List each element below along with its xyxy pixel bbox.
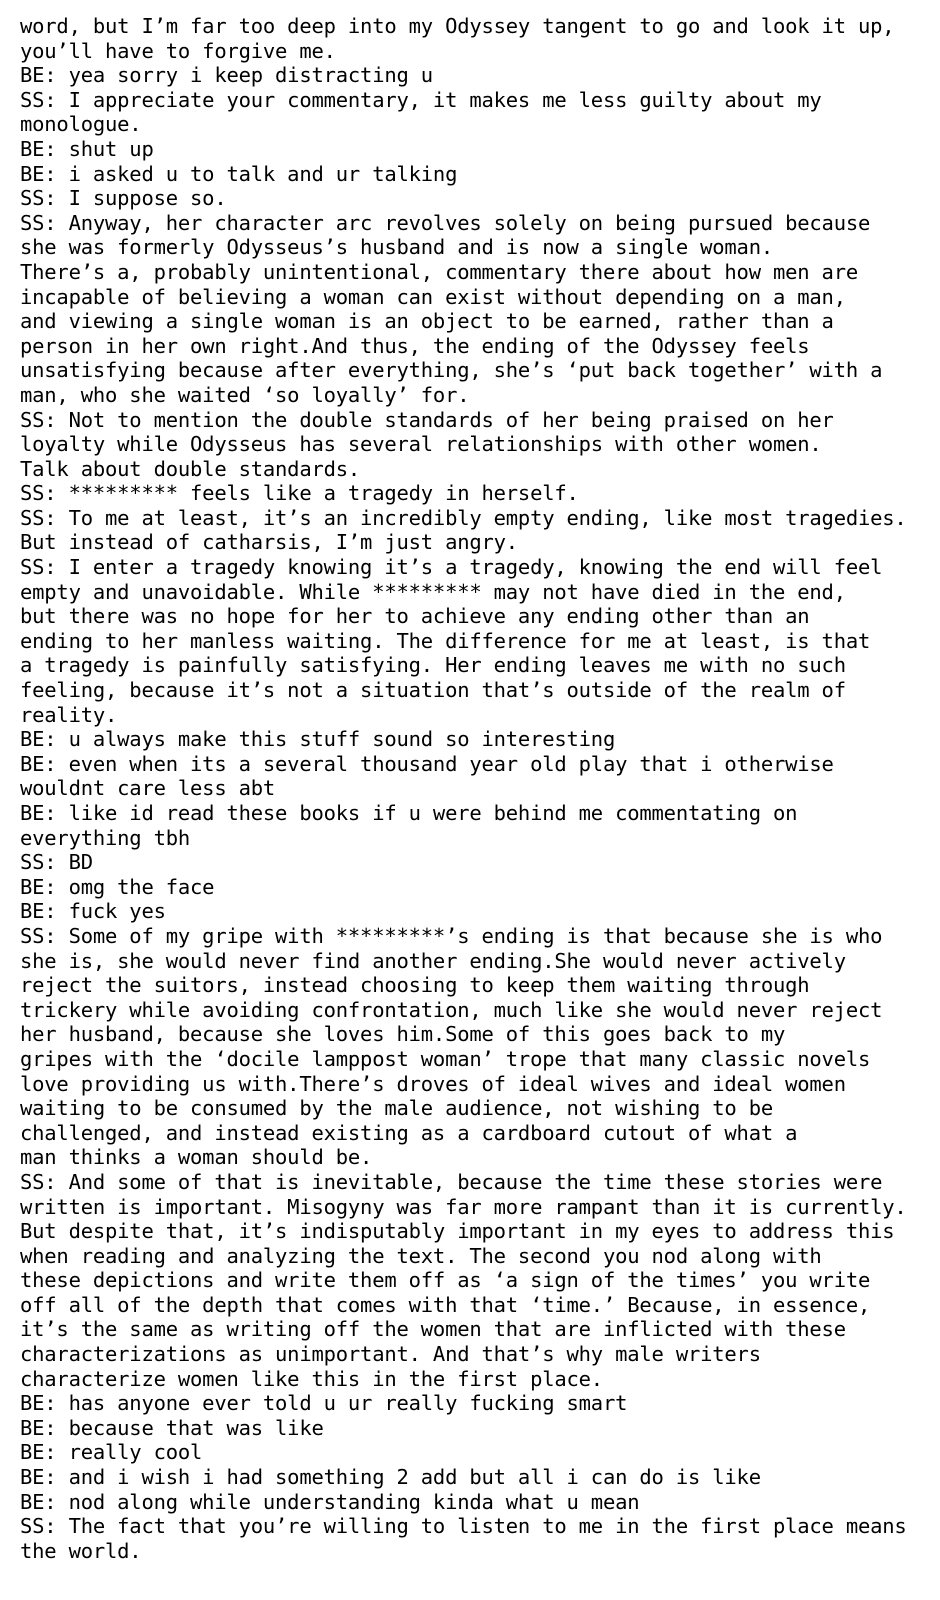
chat-line: man, who she waited ‘so loyally’ for. bbox=[20, 382, 470, 407]
chat-line: BE: omg the face bbox=[20, 874, 215, 899]
chat-line: and viewing a single woman is an object to be earned, rather than a bbox=[20, 309, 834, 334]
chat-line: characterizations as unimportant. And that’s why male writers bbox=[20, 1342, 761, 1367]
chat-line: SS: And some of that is inevitable, because the time these stories were bbox=[20, 1169, 883, 1194]
chat-line: trickery while avoiding confrontation, much like she would never reject bbox=[20, 997, 883, 1022]
chat-line: the world. bbox=[20, 1538, 142, 1563]
chat-line: SS: I appreciate your commentary, it makes me less guilty about my bbox=[20, 87, 822, 112]
chat-line: a tragedy is painfully satisfying. Her ending leaves me with no such bbox=[20, 653, 846, 678]
chat-line: feeling, because it’s not a situation that’s outside of the realm of bbox=[20, 678, 846, 703]
chat-line: you’ll have to forgive me. bbox=[20, 38, 336, 63]
chat-line: she is, she would never find another ending.She would never actively bbox=[20, 948, 846, 973]
chat-line: BE: i asked u to talk and ur talking bbox=[20, 161, 458, 186]
chat-line: SS: I suppose so. bbox=[20, 186, 227, 211]
chat-line: characterize women like this in the first place. bbox=[20, 1366, 603, 1391]
chat-line: person in her own right.And thus, the ending of the Odyssey feels bbox=[20, 333, 810, 358]
chat-transcript bbox=[20, 14, 930, 1563]
chat-line: incapable of believing a woman can exist without depending on a man, bbox=[20, 284, 846, 309]
chat-line: SS: BD bbox=[20, 850, 93, 875]
chat-line: But instead of catharsis, I’m just angry. bbox=[20, 530, 518, 555]
chat-line: loyalty while Odysseus has several relationships with other women. bbox=[20, 432, 822, 457]
chat-line: BE: really cool bbox=[20, 1440, 203, 1465]
chat-line: she was formerly Odysseus’s husband and is now a single woman. bbox=[20, 235, 773, 260]
chat-line: BE: like id read these books if u were behind me commentating on bbox=[20, 801, 798, 825]
chat-line: reject the suitors, instead choosing to keep them waiting through bbox=[20, 973, 810, 998]
chat-line: everything tbh bbox=[20, 825, 191, 850]
chat-line: BE: and i wish i had something 2 add but all i can do is like bbox=[20, 1465, 761, 1490]
chat-line: unsatisfying because after everything, she’s ‘put back together’ with a bbox=[20, 358, 883, 383]
chat-line: Talk about double standards. bbox=[20, 456, 361, 481]
chat-line: challenged, and instead existing as a cardboard cutout of what a bbox=[20, 1120, 798, 1145]
chat-line: reality. bbox=[20, 702, 118, 727]
chat-line: SS: Not to mention the double standards of her being praised on her bbox=[20, 407, 834, 432]
chat-line: BE: has anyone ever told u ur really fucking smart bbox=[20, 1391, 628, 1416]
chat-line: but there was no hope for her to achieve any ending other than an bbox=[20, 604, 810, 629]
chat-line: SS: I enter a tragedy knowing it’s a tragedy, knowing the end will feel bbox=[20, 555, 883, 580]
chat-line: word, but I’m far too deep into my Odyssey tangent to go and look it up, bbox=[20, 14, 895, 38]
chat-line: SS: Anyway, her character arc revolves solely on being pursued because bbox=[20, 210, 871, 235]
chat-line: gripes with the ‘docile lamppost woman’ trope that many classic novels bbox=[20, 1046, 871, 1071]
chat-line: BE: shut up bbox=[20, 136, 154, 161]
chat-line: BE: nod along while understanding kinda what u mean bbox=[20, 1489, 640, 1514]
chat-line: SS: The fact that you’re willing to listen to me in the first place means bbox=[20, 1514, 907, 1539]
chat-line: love providing us with.There’s droves of ideal wives and ideal women bbox=[20, 1071, 846, 1096]
chat-line: empty and unavoidable. While ********* may not have died in the end, bbox=[20, 579, 846, 604]
chat-line: SS: To me at least, it’s an incredibly empty ending, like most tragedies. bbox=[20, 505, 907, 530]
chat-line: her husband, because she loves him.Some of this goes back to my bbox=[20, 1022, 786, 1047]
chat-line: ending to her manless waiting. The difference for me at least, is that bbox=[20, 628, 871, 653]
chat-line: SS: ********* feels like a tragedy in herself. bbox=[20, 481, 579, 506]
chat-line: when reading and analyzing the text. The second you nod along with bbox=[20, 1243, 822, 1268]
chat-line: written is important. Misogyny was far more rampant than it is currently. bbox=[20, 1194, 907, 1219]
chat-line: it’s the same as writing off the women that are inflicted with these bbox=[20, 1317, 846, 1342]
chat-line: SS: Some of my gripe with *********’s ending is that because she is who bbox=[20, 923, 883, 948]
chat-line: wouldnt care less abt bbox=[20, 776, 276, 801]
chat-line: monologue. bbox=[20, 112, 142, 137]
chat-line: But despite that, it’s indisputably important in my eyes to address this bbox=[20, 1219, 895, 1244]
chat-line: off all of the depth that comes with that ‘time.’ Because, in essence, bbox=[20, 1292, 871, 1317]
chat-line: man thinks a woman should be. bbox=[20, 1145, 373, 1170]
chat-line: BE: u always make this stuff sound so interesting bbox=[20, 727, 616, 752]
chat-line: There’s a, probably unintentional, commentary there about how men are bbox=[20, 259, 858, 284]
chat-line: these depictions and write them off as ‘a sign of the times’ you write bbox=[20, 1268, 871, 1293]
chat-line: waiting to be consumed by the male audience, not wishing to be bbox=[20, 1096, 773, 1121]
chat-line: BE: yea sorry i keep distracting u bbox=[20, 63, 433, 88]
chat-line: BE: even when its a several thousand year old play that i otherwise bbox=[20, 751, 834, 776]
chat-line: BE: fuck yes bbox=[20, 899, 166, 924]
chat-line: BE: because that was like bbox=[20, 1415, 324, 1440]
